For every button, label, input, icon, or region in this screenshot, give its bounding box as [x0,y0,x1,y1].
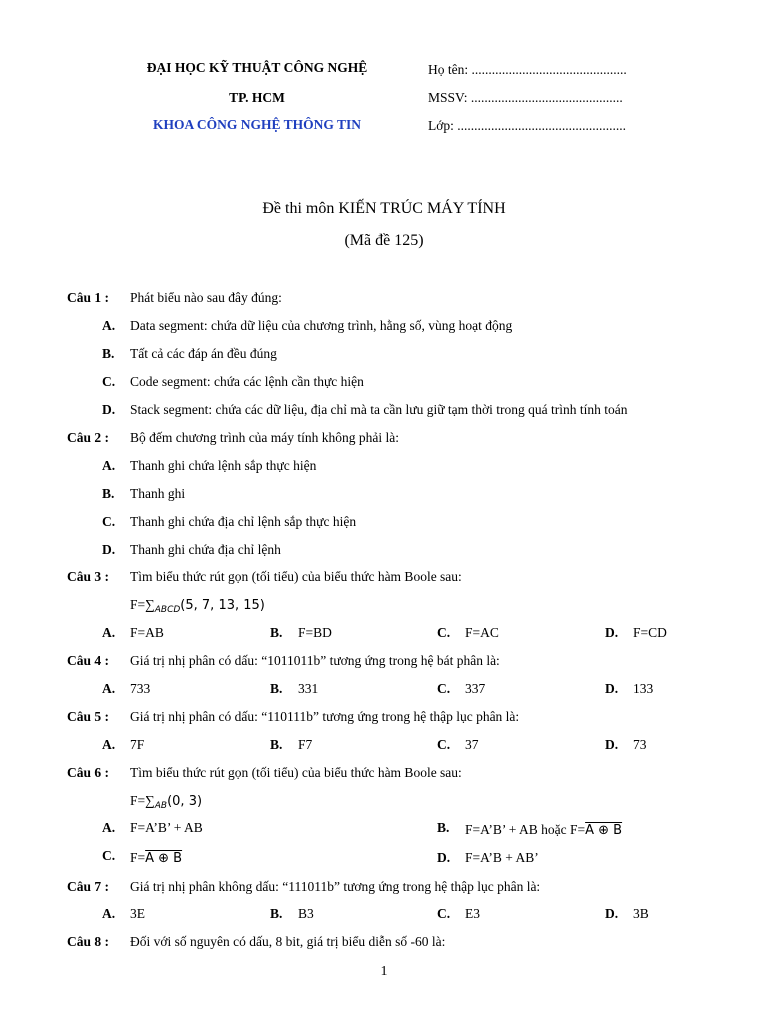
question-label: Câu 7 : [67,879,110,894]
question-text: Giá trị nhị phân có dấu: “110111b” tương ứng trong hệ thập lục phân là: [130,709,520,724]
option-text: F=AB [130,625,164,640]
option-text: 7F [130,737,145,752]
option-letter: A. [102,820,116,835]
option-text: Code segment: chứa các lệnh cần thực hiện [130,374,364,389]
option-letter: C. [437,906,451,921]
question-text: Tìm biểu thức rút gọn (tối tiểu) của biểu thức hàm Boole sau: [130,569,462,584]
option-text: Tất cả các đáp án đều đúng [130,346,277,361]
formula-args: (0, 3) [167,794,203,809]
option-text [130,850,182,866]
option-text: F=AC [465,625,499,640]
boolean-formula [130,793,202,811]
option-text: Data segment: chứa dữ liệu của chương trình, hằng số, vùng hoạt động [130,318,513,333]
exam-title: Đề thi môn KIẾN TRÚC MÁY TÍNH [262,200,506,217]
option-text: F=CD [633,625,667,640]
formula-prefix: F=∑ [130,793,155,808]
option-letter: A. [102,681,116,696]
option-letter: A. [102,458,116,473]
option-letter: C. [437,625,451,640]
option-letter: A. [102,318,116,333]
option-text: 37 [465,737,479,752]
option-text: 3B [633,906,649,921]
option-letter: D. [437,850,451,865]
option-text-main: F=A’B’ + AB hoặc F= [465,822,586,837]
option-letter: B. [270,737,283,752]
formula-prefix: F=∑ [130,597,155,612]
formula-subscript: AB [154,801,168,811]
exam-code: (Mã đề 125) [344,232,424,249]
option-letter: C. [437,681,451,696]
question-label: Câu 3 : [67,569,110,584]
option-letter: B. [102,346,115,361]
option-text: 3E [130,906,145,921]
question-label: Câu 8 : [67,934,110,949]
option-text: 337 [465,681,486,696]
option-text [465,822,622,838]
question-label: Câu 6 : [67,765,110,780]
name-field: Họ tên: .............................................. [428,62,627,77]
question-text: Giá trị nhị phân không dấu: “111011b” tương ứng trong hệ thập lục phân là: [130,879,541,894]
option-letter: B. [102,486,115,501]
option-letter: B. [437,820,450,835]
university-name: ĐẠI HỌC KỸ THUẬT CÔNG NGHỆ [146,60,368,75]
option-letter: B. [270,906,283,921]
xor-expression: A ⊕ B [145,851,183,866]
question-text: Đối với số nguyên có dấu, 8 bit, giá trị biểu diễn số -60 là: [130,934,446,949]
option-text: F=BD [298,625,332,640]
option-text: Thanh ghi chứa lệnh sắp thực hiện [130,458,317,473]
option-letter: D. [605,906,619,921]
option-text: Stack segment: chứa các dữ liệu, địa chỉ mà ta cần lưu giữ tạm thời trong quá trình tính toán [130,402,628,417]
option-letter: C. [102,848,116,863]
option-letter: B. [270,681,283,696]
option-text: F=A’B’ + AB [130,820,203,835]
option-text: 73 [633,737,647,752]
option-letter: D. [102,542,116,557]
boolean-formula [130,597,265,615]
question-label: Câu 1 : [67,290,110,305]
option-text: F7 [298,737,313,752]
option-text-main: F= [130,850,146,865]
option-letter: A. [102,906,116,921]
question-text: Tìm biểu thức rút gọn (tối tiểu) của biểu thức hàm Boole sau: [130,765,462,780]
class-field: Lớp: .................................................. [428,118,627,133]
option-letter: D. [605,737,619,752]
option-text: 733 [130,681,151,696]
option-text: 331 [298,681,319,696]
option-letter: A. [102,625,116,640]
question-text: Phát biểu nào sau đây đúng: [130,290,282,305]
option-letter: B. [270,625,283,640]
option-letter: A. [102,737,116,752]
option-letter: C. [437,737,451,752]
option-text: Thanh ghi [130,486,186,501]
option-letter: D. [102,402,116,417]
option-letter: D. [605,625,619,640]
xor-expression: A ⊕ B [585,823,623,838]
question-label: Câu 2 : [67,430,110,445]
option-text: F=A’B + AB’ [465,850,539,865]
question-label: Câu 5 : [67,709,110,724]
option-text: 133 [633,681,654,696]
question-text: Giá trị nhị phân có dấu: “1011011b” tương ứng trong hệ bát phân là: [130,653,500,668]
option-letter: C. [102,514,116,529]
option-text: E3 [465,906,480,921]
question-text: Bộ đếm chương trình của máy tính không phải là: [130,430,400,445]
faculty-name: KHOA CÔNG NGHỆ THÔNG TIN [152,117,362,132]
student-id-field: MSSV: ............................................. [428,90,623,105]
formula-args: (5, 7, 13, 15) [180,598,265,613]
option-letter: C. [102,374,116,389]
formula-subscript: ABCD [154,605,181,615]
page-number: 1 [380,964,388,979]
option-text: Thanh ghi chứa địa chỉ lệnh sắp thực hiện [130,514,357,529]
university-city: TP. HCM [229,90,285,105]
question-label: Câu 4 : [67,653,110,668]
option-text: B3 [298,906,314,921]
option-text: Thanh ghi chứa địa chỉ lệnh [130,542,281,557]
option-letter: D. [605,681,619,696]
